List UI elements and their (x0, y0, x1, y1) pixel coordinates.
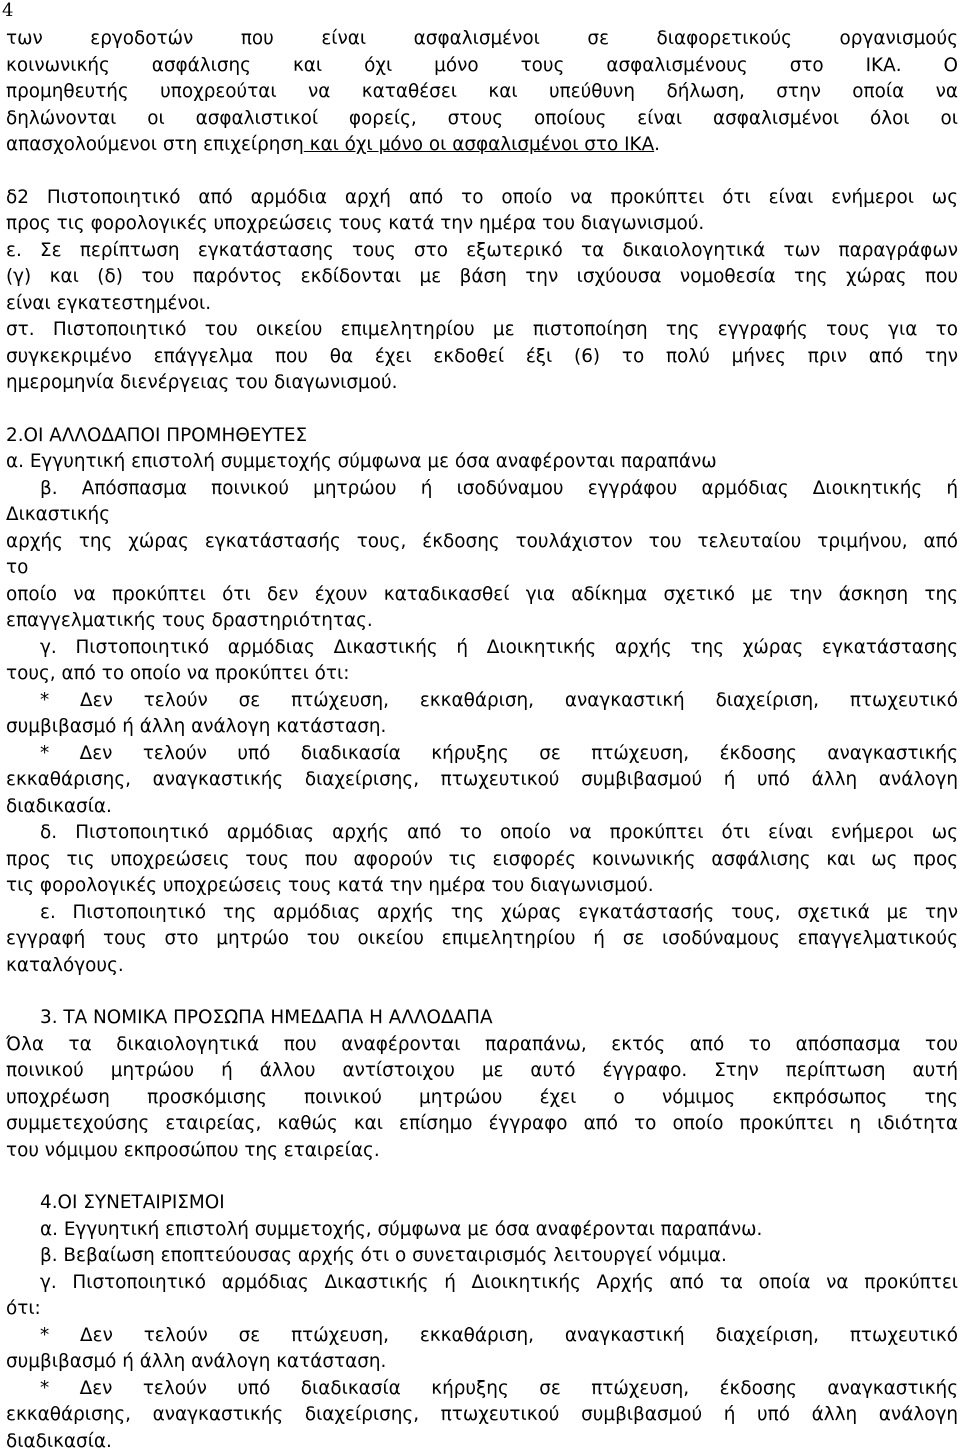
text-segment: . (654, 134, 660, 155)
text-line (6, 132, 958, 159)
text-line: οποίο να προκύπτει ότι δεν έχουν καταδικασθεί για αδίκημα σχετικό με την άσκηση της (6, 582, 958, 609)
text-line: του νόμιμου εκπροσώπου της εταιρείας. (6, 1138, 958, 1165)
text-line: συμβιβασμό ή άλλη ανάλογη κατάσταση. (6, 1349, 958, 1376)
text-line: των εργοδοτών που είναι ασφαλισμένοι σε διαφορετικούς οργανισμούς (6, 26, 958, 53)
text-line: Όλα τα δικαιολογητικά που αναφέρονται παραπάνω, εκτός από το απόσπασμα του (6, 1032, 958, 1059)
paragraph-d2 (6, 185, 958, 238)
section-legal-entities (6, 1005, 958, 1164)
text-line: (γ) και (δ) του παρόντος εκδίδονται με βάση την ισχύουσα νομοθεσία της χώρας που (6, 264, 958, 291)
text-line: προς τις φορολογικές υποχρεώσεις τους κατά την ημέρα του διαγωνισμού. (6, 211, 958, 238)
paragraph-e (6, 238, 958, 318)
text-line: το (6, 555, 958, 582)
paragraph-st (6, 317, 958, 397)
text-line: β. Απόσπασμα ποινικού μητρώου ή ισοδύναμου εγγράφου αρμόδιας Διοικητικής ή (6, 476, 958, 503)
text-line: δ2 Πιστοποιητικό από αρμόδια αρχή από το οποίο να προκύπτει ότι είναι ενήμεροι ως (6, 185, 958, 212)
text-line: εγγραφή τους στο μητρώο του οικείου επιμελητηρίου ή σε ισοδύναμους επαγγελματικούς (6, 926, 958, 953)
text-line: συμβιβασμό ή άλλη ανάλογη κατάσταση. (6, 714, 958, 741)
text-line: διαδικασία. (6, 1429, 958, 1455)
text-line: γ. Πιστοποιητικό αρμόδιας Δικαστικής ή Διοικητικής αρχής της χώρας εγκατάστασης (6, 635, 958, 662)
text-line: υποχρέωση προσκόμισης ποινικού μητρώου έχει ο νόμιμος εκπρόσωπος της (6, 1085, 958, 1112)
text-line: ημερομηνία διενέργειας του διαγωνισμού. (6, 370, 958, 397)
section-cooperatives (6, 1190, 958, 1455)
text-line: α. Εγγυητική επιστολή συμμετοχής σύμφωνα με όσα αναφέρονται παραπάνω (6, 449, 958, 476)
text-line: καταλόγους. (6, 953, 958, 980)
text-line: αρχής της χώρας εγκατάστασής τους, έκδοσης τουλάχιστον του τελευταίου τριμήνου, από (6, 529, 958, 556)
text-line: Δικαστικής (6, 502, 958, 529)
text-line: τις φορολογικές υποχρεώσεις τους κατά την ημέρα του διαγωνισμού. (6, 873, 958, 900)
text-line: επαγγελματικής τους δραστηριότητας. (6, 608, 958, 635)
text-line: ποινικού μητρώου ή άλλου αντίστοιχου με αυτό έγγραφο. Στην περίπτωση αυτή (6, 1058, 958, 1085)
text-line: δηλώνονται οι ασφαλιστικοί φορείς, στους οποίους είναι ασφαλισμένοι όλοι οι (6, 106, 958, 133)
text-line: κοινωνικής ασφάλισης και όχι μόνο τους ασφαλισμένους στο ΙΚΑ. Ο (6, 53, 958, 80)
text-line: στ. Πιστοποιητικό του οικείου επιμελητηρίου με πιστοποίηση της εγγραφής τους για το (6, 317, 958, 344)
text-line: * Δεν τελούν υπό διαδικασία κήρυξης σε πτώχευση, έκδοσης αναγκαστικής (6, 1376, 958, 1403)
text-line: διαδικασία. (6, 794, 958, 821)
section-heading: 2.ΟΙ ΑΛΛΟΔΑΠΟΙ ΠΡΟΜΗΘΕΥΤΕΣ (6, 423, 958, 450)
text-line: τους, από το οποίο να προκύπτει ότι: (6, 661, 958, 688)
text-line: * Δεν τελούν υπό διαδικασία κήρυξης σε πτώχευση, έκδοσης αναγκαστικής (6, 741, 958, 768)
text-line: συγκεκριμένο επάγγελμα που θα έχει εκδοθεί έξι (6) το πολύ μήνες πριν από την (6, 344, 958, 371)
text-line: προμηθευτής υποχρεούται να καταθέσει και υπεύθυνη δήλωση, στην οποία να (6, 79, 958, 106)
section-foreign-suppliers (6, 423, 958, 980)
text-line: εκκαθάρισης, αναγκαστικής διαχείρισης, πτωχευτικού συμβιβασμού ή υπό άλλη ανάλογη (6, 767, 958, 794)
text-line: προς τις υποχρεώσεις τους που αφορούν τις εισφορές κοινωνικής ασφάλισης και ως προς (6, 847, 958, 874)
intro-paragraph (6, 26, 958, 159)
text-line: δ. Πιστοποιητικό αρμόδιας αρχής από το οποίο να προκύπτει ότι είναι ενήμεροι ως (6, 820, 958, 847)
section-heading: 3. ΤΑ ΝΟΜΙΚΑ ΠΡΟΣΩΠΑ ΗΜΕΔΑΠΑ Η ΑΛΛΟΔΑΠΑ (6, 1005, 958, 1032)
text-line: α. Εγγυητική επιστολή συμμετοχής, σύμφωνα με όσα αναφέρονται παραπάνω. (6, 1217, 958, 1244)
text-line: ε. Σε περίπτωση εγκατάστασης τους στο εξωτερικό τα δικαιολογητικά των παραγράφων (6, 238, 958, 265)
text-line: β. Βεβαίωση εποπτεύουσας αρχής ότι ο συνεταιρισμός λειτουργεί νόμιμα. (6, 1243, 958, 1270)
text-line: συμμετεχούσης εταιρείας, καθώς και επίσημο έγγραφο από το οποίο προκύπτει η ιδιότητα (6, 1111, 958, 1138)
page-number: 4 (2, 0, 13, 22)
text-line: * Δεν τελούν σε πτώχευση, εκκαθάριση, αναγκαστική διαχείριση, πτωχευτικό (6, 688, 958, 715)
text-line: * Δεν τελούν σε πτώχευση, εκκαθάριση, αναγκαστική διαχείριση, πτωχευτικό (6, 1323, 958, 1350)
text-line: γ. Πιστοποιητικό αρμόδιας Δικαστικής ή Διοικητικής Αρχής από τα οποία να προκύπτει (6, 1270, 958, 1297)
text-segment: απασχολούμενοι στη επιχείρηση (6, 134, 304, 155)
text-line: είναι εγκατεστημένοι. (6, 291, 958, 318)
section-heading: 4.ΟΙ ΣΥΝΕΤΑΙΡΙΣΜΟΙ (6, 1190, 958, 1217)
text-line: ε. Πιστοποιητικό της αρμόδιας αρχής της χώρας εγκατάστασής τους, σχετικά με την (6, 900, 958, 927)
text-line: εκκαθάρισης, αναγκαστικής διαχείρισης, πτωχευτικού συμβιβασμού ή υπό άλλη ανάλογη (6, 1402, 958, 1429)
underlined-text: και όχι μόνο οι ασφαλισμένοι στο ΙΚΑ (304, 134, 654, 155)
document-body (6, 26, 958, 1455)
text-line: ότι: (6, 1296, 958, 1323)
